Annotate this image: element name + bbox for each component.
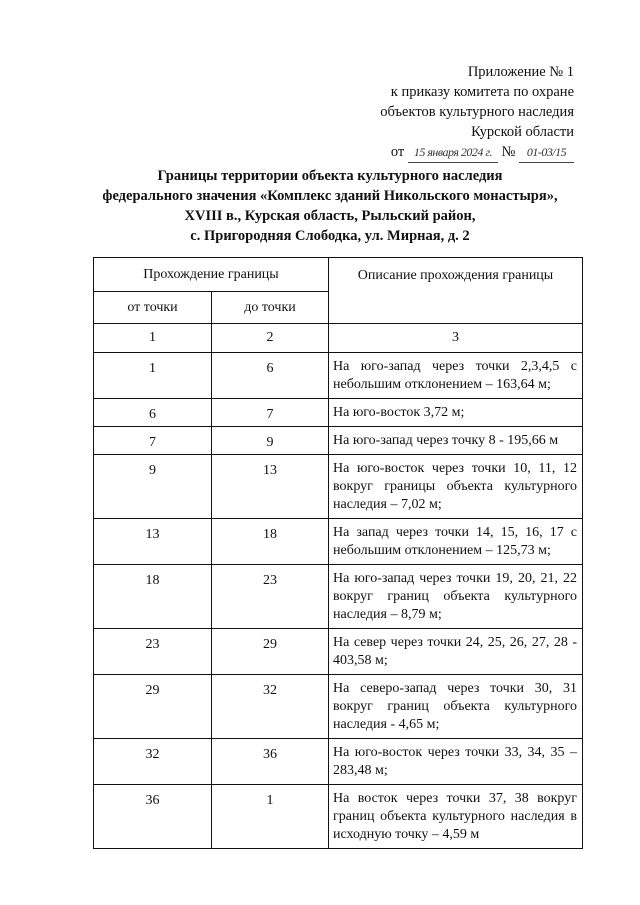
cell-from-point: 6 [94,399,212,427]
table-header-row [94,258,583,292]
cell-from-point: 7 [94,427,212,455]
table-row [94,353,583,399]
cell-to-point: 7 [212,399,329,427]
column-index: 2 [212,324,329,353]
cell-description: На северо-запад через точки 30, 31 вокруг границ объекта культурного наследия - 4,65 м; [329,675,583,739]
cell-to-point: 18 [212,519,329,565]
annex-date-number [380,142,574,163]
from-label: от [390,144,405,160]
header-description: Описание прохождения границы [329,258,583,324]
cell-description: На восток через точки 37, 38 вокруг границ объекта культурного наследия в исходную точку – 4,59 м [329,785,583,849]
annex-line: Курской области [471,124,574,140]
cell-from-point: 1 [94,353,212,399]
table-row [94,675,583,739]
cell-to-point: 32 [212,675,329,739]
table-row [94,455,583,519]
table-row [94,565,583,629]
cell-to-point: 23 [212,565,329,629]
cell-from-point: 9 [94,455,212,519]
handwritten-number: 01-03/15 [519,142,574,163]
title-line: Границы территории объекта культурного наследия [157,168,503,184]
cell-from-point: 13 [94,519,212,565]
table-row [94,427,583,455]
header-from-point: от точки [94,292,212,324]
border-table-body [94,258,583,849]
annex-line: Приложение № 1 [467,64,574,80]
cell-from-point: 32 [94,739,212,785]
header-passage: Прохождение границы [94,258,329,292]
cell-description: На юго-запад через точки 19, 20, 21, 22 вокруг границ объекта культурного наследия – 8,79 м; [329,565,583,629]
cell-description: На юго-запад через точку 8 - 195,66 м [329,427,583,455]
cell-to-point: 36 [212,739,329,785]
handwritten-date: 15 января 2024 г. [408,142,498,163]
document-title [80,166,580,246]
header-to-point: до точки [212,292,329,324]
title-line: федерального значения «Комплекс зданий Никольского монастыря», [102,188,558,204]
cell-description: На юго-восток через точки 10, 11, 12 вокруг границы объекта культурного наследия – 7,02 м; [329,455,583,519]
cell-to-point: 1 [212,785,329,849]
cell-to-point: 9 [212,427,329,455]
column-index-row [94,324,583,353]
cell-description: На юго-запад через точки 2,3,4,5 с небольшим отклонением – 163,64 м; [329,353,583,399]
table-row [94,785,583,849]
cell-from-point: 18 [94,565,212,629]
cell-description: На юго-восток 3,72 м; [329,399,583,427]
title-line: с. Пригородняя Слободка, ул. Мирная, д. 2 [190,228,470,244]
annex-line: к приказу комитета по охране [390,84,574,100]
border-table [93,257,583,849]
column-index: 1 [94,324,212,353]
cell-to-point: 13 [212,455,329,519]
title-line: XVIII в., Курская область, Рыльский район, [184,208,476,224]
cell-description: На юго-восток через точки 33, 34, 35 – 283,48 м; [329,739,583,785]
cell-description: На север через точки 24, 25, 26, 27, 28 - 403,58 м; [329,629,583,675]
cell-from-point: 29 [94,675,212,739]
annex-line: объектов культурного наследия [380,104,574,120]
table-row [94,519,583,565]
number-label: № [501,144,516,160]
cell-description: На запад через точки 14, 15, 16, 17 с небольшим отклонением – 125,73 м; [329,519,583,565]
table-row [94,399,583,427]
annex-block [380,62,574,163]
cell-from-point: 36 [94,785,212,849]
cell-from-point: 23 [94,629,212,675]
cell-to-point: 29 [212,629,329,675]
column-index: 3 [329,324,583,353]
cell-to-point: 6 [212,353,329,399]
table-row [94,739,583,785]
table-row [94,629,583,675]
